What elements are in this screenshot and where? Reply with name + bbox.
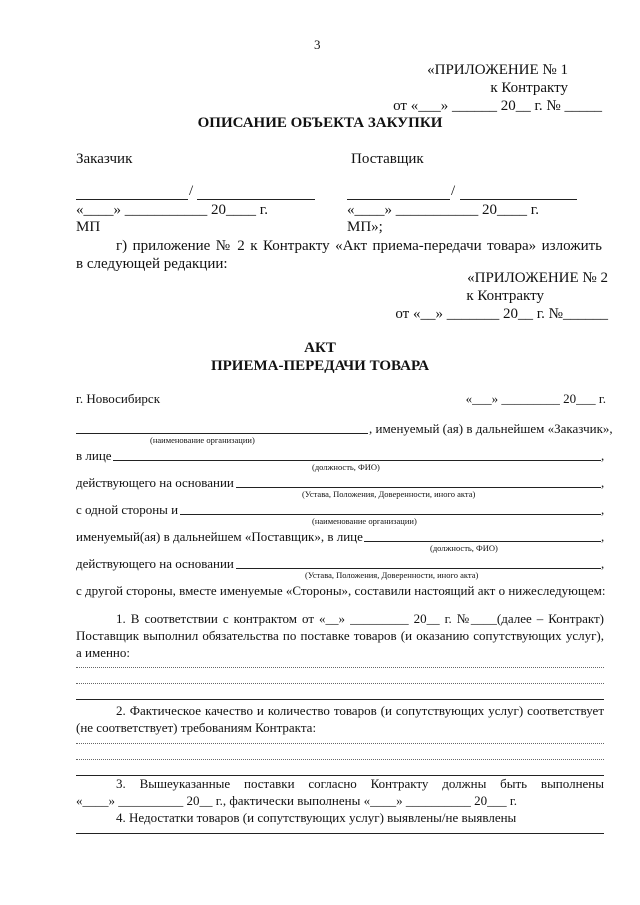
supplier-org-line [180, 514, 601, 515]
basis-hint-2: (Устава, Положения, Доверенности, иного акта) [305, 570, 479, 580]
comma-2: , [601, 475, 605, 490]
position-hint-1: (должность, ФИО) [312, 462, 380, 472]
paragraph-g-line2: в следующей редакции: [76, 256, 228, 272]
comma-5: , [601, 556, 605, 571]
clause2-line2: (не соответствует) требованиям Контракта: [76, 720, 317, 735]
clause4-fill-line [76, 833, 604, 834]
act-date: «___» _________ 20___ г. [465, 391, 606, 406]
clause1-fill-line-1 [76, 667, 604, 668]
named-customer-text: , именуемый (ая) в дальнейшем «Заказчик», [369, 421, 613, 436]
clause2-fill-line-2 [76, 759, 604, 760]
customer-name-line [197, 199, 315, 200]
clause1-line2: Поставщик выполнил обязательства по поставке товаров (и оказанию сопутствующих услуг), [76, 628, 604, 643]
customer-label: Заказчик [76, 151, 133, 167]
supplier-slash: / [451, 183, 456, 199]
org-hint-customer: (наименование организации) [150, 435, 255, 445]
customer-slash: / [189, 183, 194, 199]
other-side-text: с другой стороны, вместе именуемые «Стороны», составили настоящий акт о нижеследующем: [76, 583, 606, 598]
appendix2-to-contract: к Контракту [466, 288, 544, 304]
appendix1-to-contract: к Контракту [490, 80, 568, 96]
clause1-fill-line-2 [76, 683, 604, 684]
acting-basis-line-1 [236, 487, 601, 488]
comma-1: , [601, 448, 605, 463]
customer-stamp: МП [76, 219, 101, 235]
supplier-stamp: МП»; [347, 219, 383, 235]
one-side-label: с одной стороны и [76, 502, 179, 517]
supplier-name-line [460, 199, 577, 200]
basis-hint-1: (Устава, Положения, Доверенности, иного акта) [302, 489, 476, 499]
position-hint-2: (должность, ФИО) [430, 543, 498, 553]
supplier-label: Поставщик [351, 151, 424, 167]
appendix2-date-line: от «__» _______ 20__ г. №______ [395, 306, 608, 322]
acting-basis-label-1: действующего на основании [76, 475, 234, 490]
customer-sign-date: «____» ___________ 20____ г. [76, 202, 268, 218]
clause3-line2: «____» __________ 20__ г., фактически выполнены «____» __________ 20___ г. [76, 793, 517, 808]
page-number: 3 [314, 37, 321, 52]
org-hint-supplier: (наименование организации) [312, 516, 417, 526]
paragraph-g-line1: г) приложение № 2 к Контракту «Акт приема-передачи товара» изложить [116, 238, 602, 254]
clause1-fill-line-3 [76, 699, 604, 700]
named-supplier-text: именуемый(ая) в дальнейшем «Поставщик», в лице [76, 529, 363, 544]
customer-signature-line [76, 199, 188, 200]
clause3-line1: 3. Вышеуказанные поставки согласно Контракту должны быть выполнены [116, 776, 604, 791]
appendix2-heading: «ПРИЛОЖЕНИЕ № 2 [467, 270, 608, 286]
appendix1-heading: «ПРИЛОЖЕНИЕ № 1 [427, 62, 568, 78]
clause1-line3: а именно: [76, 645, 130, 660]
clause4-line1: 4. Недостатки товаров (и сопутствующих услуг) выявлены/не выявлены [116, 810, 517, 825]
purchase-object-title: ОПИСАНИЕ ОБЪЕКТА ЗАКУПКИ [197, 115, 443, 131]
comma-4: , [601, 529, 605, 544]
act-city: г. Новосибирск [76, 391, 161, 406]
comma-3: , [601, 502, 605, 517]
appendix1-date-line: от «___» ______ 20__ г. № _____ [393, 98, 602, 114]
clause2-line1: 2. Фактическое качество и количество товаров (и сопутствующих услуг) соответствует [116, 703, 604, 718]
act-subtitle: ПРИЕМА-ПЕРЕДАЧИ ТОВАРА [210, 358, 430, 374]
supplier-person-line [364, 541, 601, 542]
act-title: АКТ [304, 340, 336, 356]
customer-org-line [76, 433, 368, 434]
acting-basis-line-2 [236, 568, 601, 569]
clause1-line1: 1. В соответствии с контрактом от «__» _________ 20__ г. №____(далее – Контракт) [116, 611, 604, 626]
clause2-fill-line-1 [76, 743, 604, 744]
supplier-sign-date: «____» ___________ 20____ г. [347, 202, 539, 218]
in-person-label-1: в лице [76, 448, 112, 463]
supplier-signature-line [347, 199, 450, 200]
in-person-line-1 [113, 460, 601, 461]
acting-basis-label-2: действующего на основании [76, 556, 234, 571]
